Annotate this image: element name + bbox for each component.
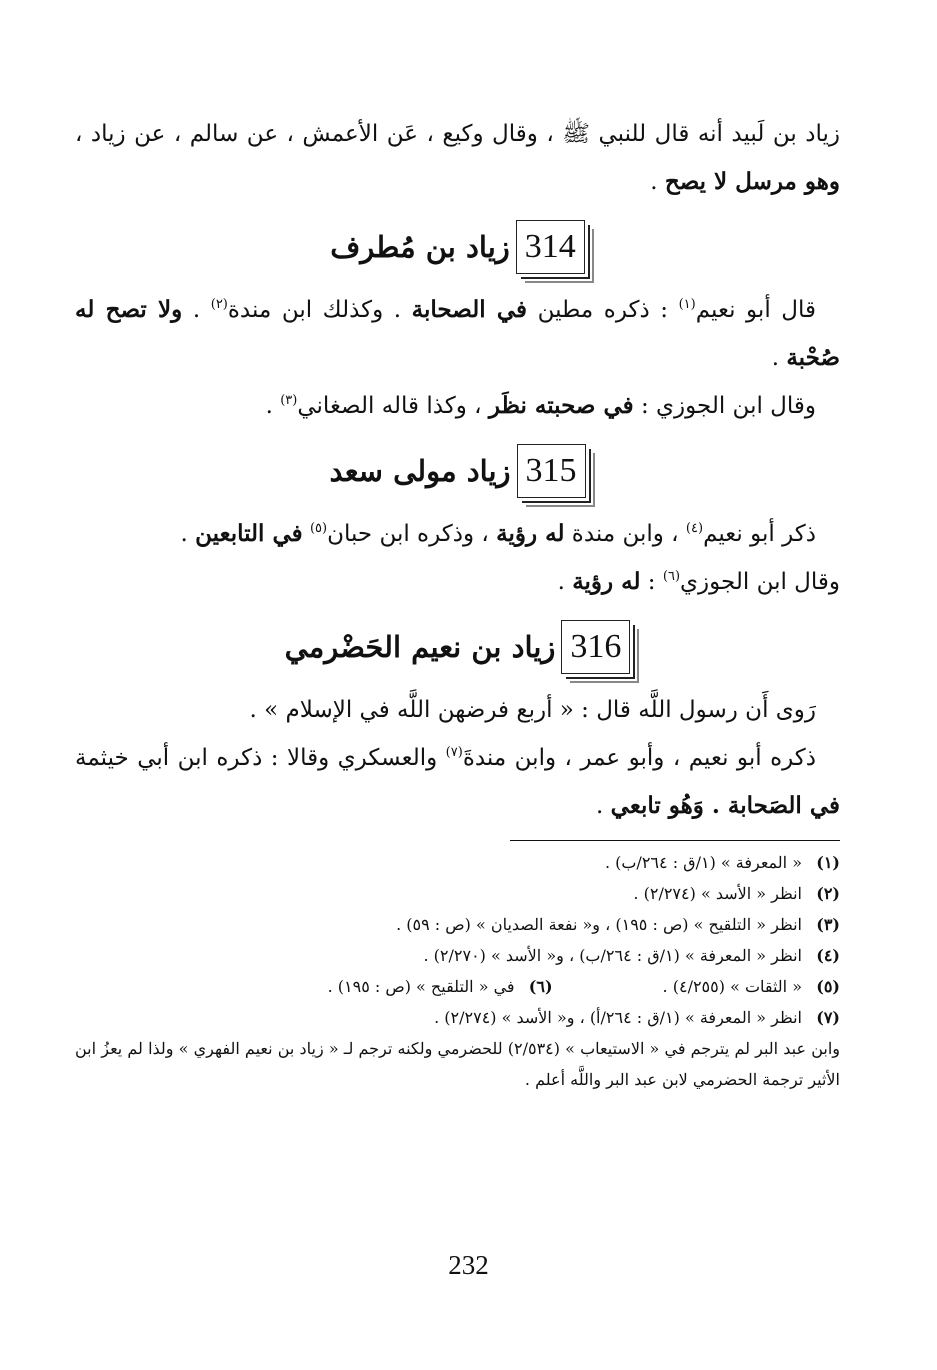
intro-ruling: وهو مرسل لا يصح xyxy=(664,168,840,195)
intro-line1: زياد بن لَبيد أنه قال للنبي ﷺ ، وقال وكيع ، عَن الأعمش ، عن سالم ، عن xyxy=(134,121,840,147)
footnote-1 xyxy=(75,847,840,878)
footnote-text: « الثقات » (٤/٢٥٥) . xyxy=(662,977,802,996)
footnote-divider xyxy=(510,840,840,841)
footnote-ref: (١) xyxy=(678,297,696,312)
entry-paragraph: قال أبو نعيم$^{(١)}$ : ذكره مطين في الصحابة . وكذلك ابن مندة$^{(٢)}$ . ولا تصح له صُحْبة . xyxy=(75,296,840,371)
footnote-text: في « التلقيح » (ص : ١٩٥) . xyxy=(327,977,515,996)
page-body xyxy=(75,110,840,1095)
footnote-2 xyxy=(75,878,840,909)
footnote-number: (٤) xyxy=(816,946,840,965)
footnote-number: (٣) xyxy=(816,915,840,934)
footnote-ref: (٢) xyxy=(210,297,228,312)
entry-heading-315 xyxy=(75,444,840,498)
intro-line2: زياد ، xyxy=(75,121,126,147)
footnotes xyxy=(75,847,840,1095)
footnote-text: « المعرفة » (١/ق : ٢٦٤/ب) . xyxy=(604,853,802,872)
footnote-text: انظر « المعرفة » (١/ق : ٢٦٤/ب) ، و« الأسد » (٢/٢٧٠) . xyxy=(423,946,802,965)
entry-number-box: 314 xyxy=(516,220,585,274)
entry-title: زياد بن مُطرف xyxy=(330,230,510,264)
entry-paragraph: ذكر أبو نعيم$^{(٤)}$ ، وابن مندة له رؤية ، وذكره ابن حبان$^{(٥)}$ في التابعين . xyxy=(180,520,816,547)
footnote-number: (٥) xyxy=(816,977,840,996)
entry-number-box: 316 xyxy=(561,620,630,674)
footnote-number: (٢) xyxy=(816,884,840,903)
entry-paragraph: ذكره أبو نعيم ، وأبو عمر ، وابن مندةَ$^{(٧)}$ والعسكري وقالا : ذكره ابن أبي خيثمة في الصَحابة . وَهُو تابعي . xyxy=(75,745,840,819)
footnote-text: انظر « التلقيح » (ص : ١٩٥) ، و« نفعة الصديان » (ص : ٥٩) . xyxy=(396,915,802,934)
entry-paragraph: رَوى أَن رسول اللَّه قال : « أربع فرضهن اللَّه في الإسلام » . xyxy=(249,697,816,723)
footnote-continuation: وابن عبد البر لم يترجم في « الاستيعاب » (٢/٥٣٤) للحضرمي ولكنه ترجم لـ « زياد بن نعيم الفهري » ولذا لم يعزُ ابن الأثير ترجمة الحضرمي لابن عبد البر واللَّه أعلم . xyxy=(75,1039,840,1089)
entry-heading-314 xyxy=(75,220,840,274)
entry-title: زياد بن نعيم الحَضْرمي xyxy=(284,630,556,664)
footnote-ref: (٧) xyxy=(445,745,463,760)
entry-heading-316 xyxy=(75,620,840,674)
footnote-5-6 xyxy=(75,971,840,1002)
footnote-number: (٦) xyxy=(528,977,553,996)
entry-number-box: 315 xyxy=(517,444,586,498)
footnote-ref: (٥) xyxy=(309,521,328,536)
footnote-3 xyxy=(75,909,840,940)
footnote-ref: (٤) xyxy=(685,521,704,536)
entry-paragraph: وقال ابن الجوزي$^{(٦)}$ : له رؤية . xyxy=(557,568,840,595)
entry-title: زياد مولى سعد xyxy=(329,454,511,488)
footnote-4 xyxy=(75,940,840,971)
footnote-number: (١) xyxy=(816,853,840,872)
footnote-ref: (٣) xyxy=(280,393,298,408)
intro-paragraph: زياد بن لَبيد أنه قال للنبي ﷺ ، وقال وكيع ، عَن الأعمش ، عن سالم ، عن زياد ، وهو مرسل لا يصح . xyxy=(75,121,840,195)
footnote-7 xyxy=(75,1002,840,1033)
page-number: 232 xyxy=(448,1250,489,1280)
footnote-text: انظر « المعرفة » (١/ق : ٢٦٤/أ) ، و« الأسد » (٢/٢٧٤) . xyxy=(434,1008,802,1027)
footnote-text: انظر « الأسد » (٢/٢٧٤) . xyxy=(633,884,802,903)
footnote-number: (٧) xyxy=(816,1008,840,1027)
footnote-ref: (٦) xyxy=(662,569,681,584)
entry-paragraph: وقال ابن الجوزي : في صحبته نظَر ، وكذا قاله الصغاني$^{(٣)}$ . xyxy=(265,392,816,419)
